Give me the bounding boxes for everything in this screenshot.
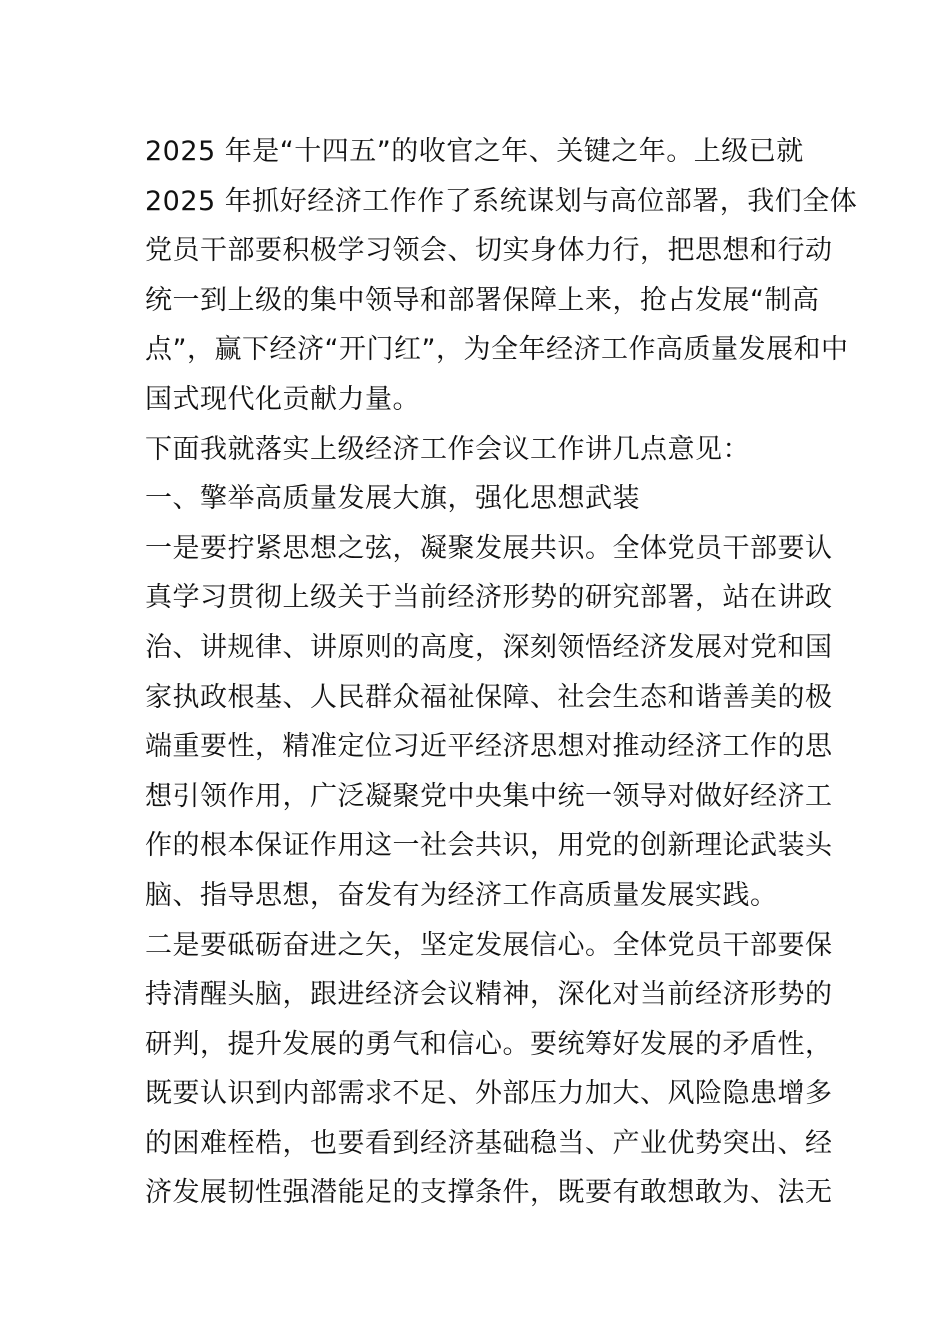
section-heading: 一、擎举高质量发展大旗，强化思想武装	[145, 483, 640, 515]
text-line: 2025 年是“十四五”的收官之年、关键之年。上级已就	[145, 136, 804, 167]
text-line: 的困难桎梏，也要看到经济基础稳当、产业优势突出、经	[145, 1127, 833, 1159]
text-line: 2025 年抓好经济工作作了系统谋划与高位部署，我们全体	[145, 185, 858, 217]
text-line: 既要认识到内部需求不足、外部压力加大、风险隐患增多	[145, 1078, 833, 1110]
text-line: 持清醒头脑，跟进经济会议精神，深化对当前经济形势的	[145, 979, 833, 1011]
text-line: 研判，提升发展的勇气和信心。要统筹好发展的矛盾性，	[145, 1028, 833, 1060]
text-line: 点”，赢下经济“开门红”，为全年经济工作高质量发展和中	[145, 334, 849, 366]
text-line: 治、讲规律、讲原则的高度，深刻领悟经济发展对党和国	[145, 631, 833, 663]
text-line: 国式现代化贡献力量。	[145, 383, 420, 415]
text-line: 家执政根基、人民群众福祉保障、社会生态和谐善美的极	[145, 681, 833, 713]
text-line: 二是要砥砺奋进之矢，坚定发展信心。全体党员干部要保	[145, 929, 833, 961]
text-line: 想引领作用，广泛凝聚党中央集中统一领导对做好经济工	[145, 780, 833, 812]
text-line: 脑、指导思想，奋发有为经济工作高质量发展实践。	[145, 879, 778, 911]
text-line: 下面我就落实上级经济工作会议工作讲几点意见：	[145, 433, 750, 465]
text-line: 一是要拧紧思想之弦，凝聚发展共识。全体党员干部要认	[145, 532, 833, 564]
text-line: 端重要性，精准定位习近平经济思想对推动经济工作的思	[145, 731, 833, 763]
text-line: 济发展韧性强潜能足的支撑条件，既要有敢想敢为、法无	[145, 1177, 833, 1209]
text-line: 真学习贯彻上级关于当前经济形势的研究部署，站在讲政	[145, 582, 833, 614]
document-body	[145, 127, 858, 1218]
text-line: 统一到上级的集中领导和部署保障上来，抢占发展“制高	[145, 284, 820, 316]
text-line: 党员干部要积极学习领会、切实身体力行，把思想和行动	[145, 235, 833, 267]
text-line: 作的根本保证作用这一社会共识，用党的创新理论武装头	[145, 830, 833, 862]
